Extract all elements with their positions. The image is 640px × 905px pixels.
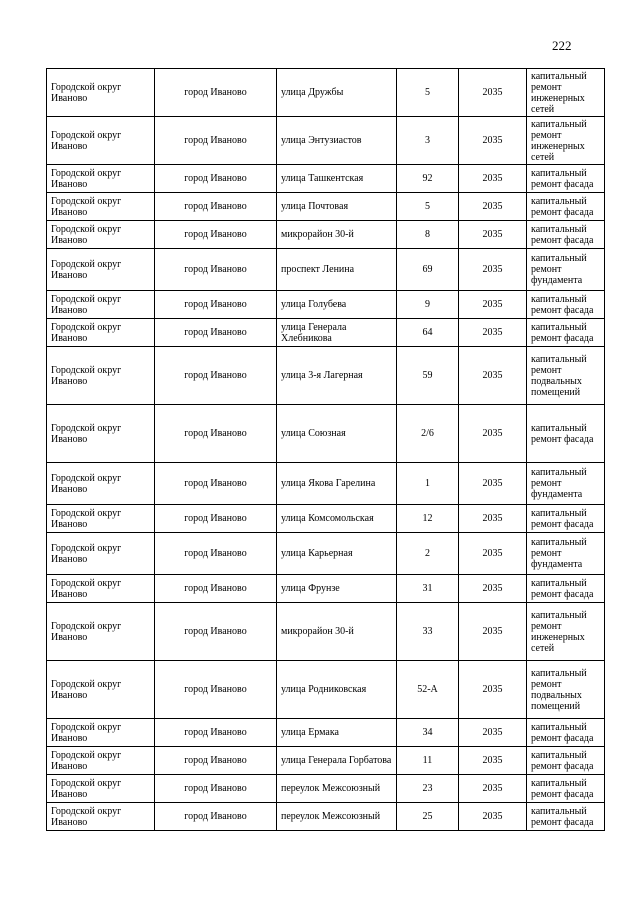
year-cell: 2035 xyxy=(459,249,527,291)
street-cell: улица Голубева xyxy=(277,291,397,319)
okrug-cell: Городской округ Иваново xyxy=(47,193,155,221)
street-cell: улица 3-я Лагерная xyxy=(277,347,397,405)
table-row xyxy=(47,347,605,405)
street-cell: улица Генерала Хлебникова xyxy=(277,319,397,347)
okrug-cell: Городской округ Иваново xyxy=(47,347,155,405)
table-row xyxy=(47,747,605,775)
table-row xyxy=(47,117,605,165)
city-cell: город Иваново xyxy=(155,463,277,505)
table-row xyxy=(47,719,605,747)
year-cell: 2035 xyxy=(459,463,527,505)
house-number-cell: 33 xyxy=(397,603,459,661)
table-row xyxy=(47,319,605,347)
year-cell: 2035 xyxy=(459,603,527,661)
house-number-cell: 64 xyxy=(397,319,459,347)
city-cell: город Иваново xyxy=(155,221,277,249)
street-cell: улица Родниковская xyxy=(277,661,397,719)
year-cell: 2035 xyxy=(459,221,527,249)
table-row xyxy=(47,505,605,533)
okrug-cell: Городской округ Иваново xyxy=(47,719,155,747)
city-cell: город Иваново xyxy=(155,291,277,319)
house-number-cell: 5 xyxy=(397,193,459,221)
city-cell: город Иваново xyxy=(155,405,277,463)
year-cell: 2035 xyxy=(459,405,527,463)
year-cell: 2035 xyxy=(459,575,527,603)
work-type-cell: капитальный ремонт фасада xyxy=(527,719,605,747)
house-number-cell: 2 xyxy=(397,533,459,575)
year-cell: 2035 xyxy=(459,193,527,221)
city-cell: город Иваново xyxy=(155,603,277,661)
year-cell: 2035 xyxy=(459,533,527,575)
city-cell: город Иваново xyxy=(155,803,277,831)
year-cell: 2035 xyxy=(459,347,527,405)
year-cell: 2035 xyxy=(459,661,527,719)
table-row xyxy=(47,405,605,463)
year-cell: 2035 xyxy=(459,291,527,319)
work-type-cell: капитальный ремонт фундамента xyxy=(527,533,605,575)
house-number-cell: 31 xyxy=(397,575,459,603)
street-cell: улица Ермака xyxy=(277,719,397,747)
table-row xyxy=(47,463,605,505)
city-cell: город Иваново xyxy=(155,575,277,603)
year-cell: 2035 xyxy=(459,719,527,747)
work-type-cell: капитальный ремонт фасада xyxy=(527,291,605,319)
work-type-cell: капитальный ремонт фасада xyxy=(527,575,605,603)
work-type-cell: капитальный ремонт фундамента xyxy=(527,249,605,291)
table-row xyxy=(47,291,605,319)
year-cell: 2035 xyxy=(459,117,527,165)
city-cell: город Иваново xyxy=(155,533,277,575)
house-number-cell: 11 xyxy=(397,747,459,775)
work-type-cell: капитальный ремонт фасада xyxy=(527,165,605,193)
city-cell: город Иваново xyxy=(155,193,277,221)
table-row xyxy=(47,165,605,193)
okrug-cell: Городской округ Иваново xyxy=(47,505,155,533)
okrug-cell: Городской округ Иваново xyxy=(47,803,155,831)
year-cell: 2035 xyxy=(459,747,527,775)
okrug-cell: Городской округ Иваново xyxy=(47,319,155,347)
okrug-cell: Городской округ Иваново xyxy=(47,747,155,775)
year-cell: 2035 xyxy=(459,165,527,193)
house-number-cell: 34 xyxy=(397,719,459,747)
okrug-cell: Городской округ Иваново xyxy=(47,603,155,661)
house-number-cell: 8 xyxy=(397,221,459,249)
table-row xyxy=(47,69,605,117)
okrug-cell: Городской округ Иваново xyxy=(47,221,155,249)
table-row xyxy=(47,661,605,719)
house-number-cell: 9 xyxy=(397,291,459,319)
year-cell: 2035 xyxy=(459,69,527,117)
street-cell: улица Фрунзе xyxy=(277,575,397,603)
work-type-cell: капитальный ремонт инженерных сетей xyxy=(527,69,605,117)
city-cell: город Иваново xyxy=(155,249,277,291)
work-type-cell: капитальный ремонт фасада xyxy=(527,747,605,775)
city-cell: город Иваново xyxy=(155,775,277,803)
work-type-cell: капитальный ремонт фасада xyxy=(527,775,605,803)
okrug-cell: Городской округ Иваново xyxy=(47,463,155,505)
house-number-cell: 59 xyxy=(397,347,459,405)
work-type-cell: капитальный ремонт фасада xyxy=(527,803,605,831)
work-type-cell: капитальный ремонт инженерных сетей xyxy=(527,603,605,661)
house-number-cell: 52-А xyxy=(397,661,459,719)
table-row xyxy=(47,249,605,291)
year-cell: 2035 xyxy=(459,775,527,803)
okrug-cell: Городской округ Иваново xyxy=(47,165,155,193)
work-type-cell: капитальный ремонт фасада xyxy=(527,319,605,347)
okrug-cell: Городской округ Иваново xyxy=(47,117,155,165)
street-cell: микрорайон 30-й xyxy=(277,603,397,661)
table-body xyxy=(47,69,605,831)
street-cell: улица Дружбы xyxy=(277,69,397,117)
okrug-cell: Городской округ Иваново xyxy=(47,249,155,291)
work-type-cell: капитальный ремонт фундамента xyxy=(527,463,605,505)
street-cell: улица Ташкентская xyxy=(277,165,397,193)
year-cell: 2035 xyxy=(459,803,527,831)
street-cell: улица Карьерная xyxy=(277,533,397,575)
house-number-cell: 12 xyxy=(397,505,459,533)
street-cell: проспект Ленина xyxy=(277,249,397,291)
city-cell: город Иваново xyxy=(155,747,277,775)
house-number-cell: 23 xyxy=(397,775,459,803)
work-type-cell: капитальный ремонт фасада xyxy=(527,193,605,221)
okrug-cell: Городской округ Иваново xyxy=(47,533,155,575)
street-cell: улица Энтузиастов xyxy=(277,117,397,165)
year-cell: 2035 xyxy=(459,319,527,347)
house-number-cell: 92 xyxy=(397,165,459,193)
table-row xyxy=(47,603,605,661)
table-row xyxy=(47,803,605,831)
street-cell: улица Якова Гарелина xyxy=(277,463,397,505)
street-cell: улица Союзная xyxy=(277,405,397,463)
okrug-cell: Городской округ Иваново xyxy=(47,661,155,719)
house-number-cell: 5 xyxy=(397,69,459,117)
work-type-cell: капитальный ремонт подвальных помещений xyxy=(527,347,605,405)
house-number-cell: 3 xyxy=(397,117,459,165)
city-cell: город Иваново xyxy=(155,661,277,719)
work-type-cell: капитальный ремонт инженерных сетей xyxy=(527,117,605,165)
okrug-cell: Городской округ Иваново xyxy=(47,575,155,603)
work-type-cell: капитальный ремонт подвальных помещений xyxy=(527,661,605,719)
street-cell: микрорайон 30-й xyxy=(277,221,397,249)
work-type-cell: капитальный ремонт фасада xyxy=(527,405,605,463)
page-number: 222 xyxy=(552,38,572,53)
table-row xyxy=(47,193,605,221)
okrug-cell: Городской округ Иваново xyxy=(47,291,155,319)
street-cell: улица Комсомольская xyxy=(277,505,397,533)
street-cell: улица Генерала Горбатова xyxy=(277,747,397,775)
work-type-cell: капитальный ремонт фасада xyxy=(527,505,605,533)
work-type-cell: капитальный ремонт фасада xyxy=(527,221,605,249)
table-row xyxy=(47,575,605,603)
okrug-cell: Городской округ Иваново xyxy=(47,405,155,463)
city-cell: город Иваново xyxy=(155,719,277,747)
table-row xyxy=(47,533,605,575)
table-row xyxy=(47,775,605,803)
house-number-cell: 1 xyxy=(397,463,459,505)
city-cell: город Иваново xyxy=(155,165,277,193)
city-cell: город Иваново xyxy=(155,347,277,405)
repair-schedule-table xyxy=(46,68,605,831)
okrug-cell: Городской округ Иваново xyxy=(47,775,155,803)
street-cell: улица Почтовая xyxy=(277,193,397,221)
okrug-cell: Городской округ Иваново xyxy=(47,69,155,117)
street-cell: переулок Межсоюзный xyxy=(277,775,397,803)
house-number-cell: 25 xyxy=(397,803,459,831)
house-number-cell: 2/6 xyxy=(397,405,459,463)
city-cell: город Иваново xyxy=(155,505,277,533)
year-cell: 2035 xyxy=(459,505,527,533)
city-cell: город Иваново xyxy=(155,69,277,117)
house-number-cell: 69 xyxy=(397,249,459,291)
street-cell: переулок Межсоюзный xyxy=(277,803,397,831)
city-cell: город Иваново xyxy=(155,117,277,165)
table-row xyxy=(47,221,605,249)
city-cell: город Иваново xyxy=(155,319,277,347)
